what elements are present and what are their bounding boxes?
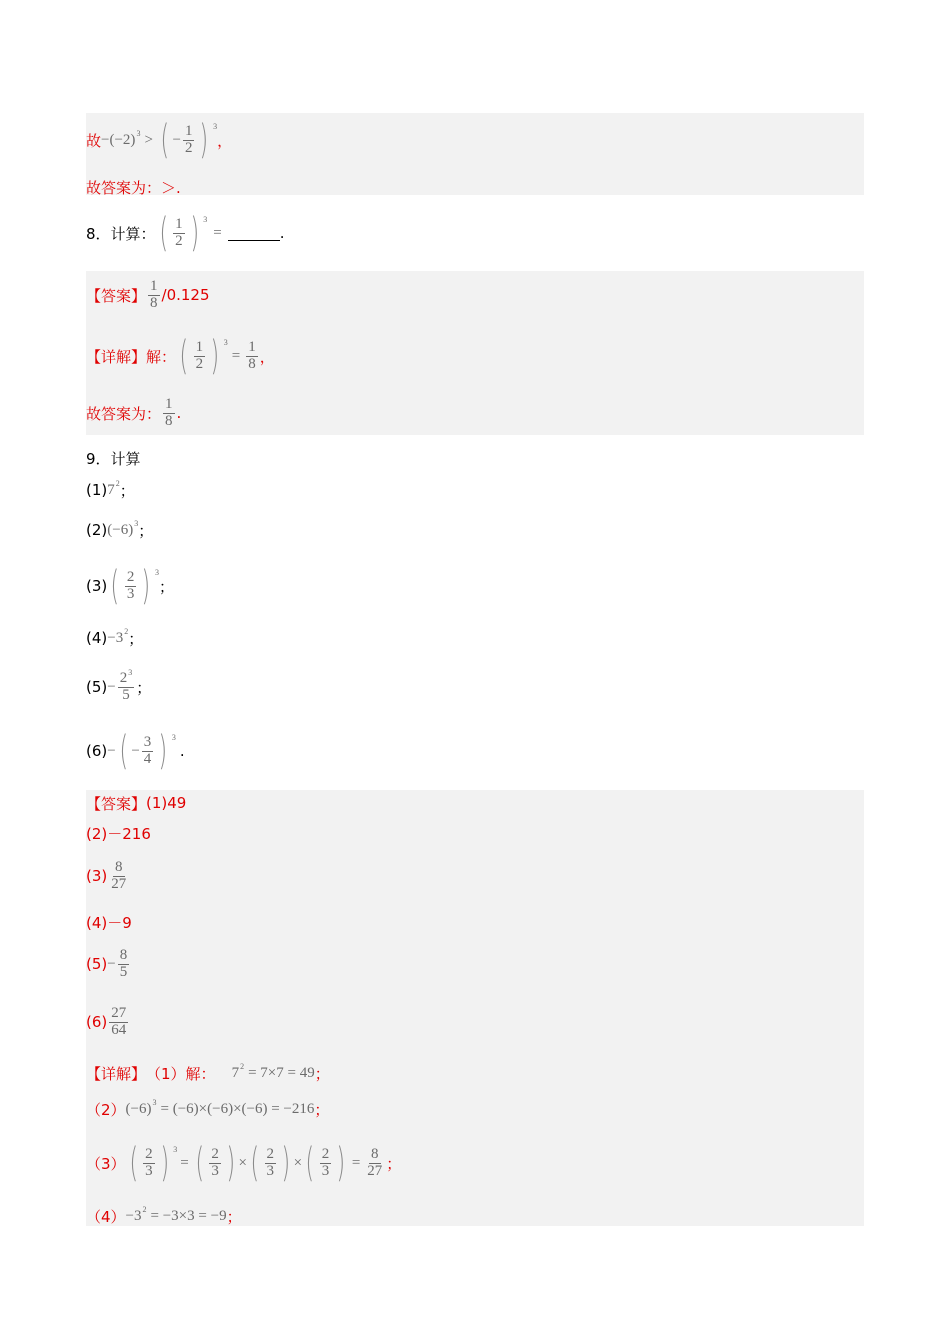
- answer-text: 故答案为：＞.: [86, 178, 181, 197]
- denominator: 8: [165, 412, 173, 429]
- numerator: 1: [150, 277, 158, 294]
- a9-answer-6: [86, 1001, 130, 1043]
- semicolon: ；: [226, 1207, 242, 1226]
- detail-prefix: 解：: [146, 347, 177, 366]
- base: (−6): [125, 1100, 152, 1117]
- item-end: ；: [158, 577, 174, 596]
- item-math: [107, 478, 120, 499]
- numerator: 27: [111, 1004, 127, 1021]
- fraction: [118, 948, 130, 981]
- right-paren: ): [281, 1140, 291, 1186]
- item-end: ；: [138, 521, 154, 540]
- lhs-expression: −(−2): [101, 131, 136, 148]
- calculation: = 7×7 = 49: [248, 1064, 315, 1081]
- item-math: [107, 518, 139, 539]
- detail-prefix: （4）: [86, 1207, 126, 1226]
- a9-detail-4: [86, 1204, 242, 1228]
- detail-prefix: （2）: [86, 1100, 126, 1119]
- question-math: [156, 210, 222, 256]
- q8-final-line: [86, 393, 181, 433]
- item-number: (3): [86, 867, 108, 885]
- exponent: 2: [115, 478, 120, 488]
- fraction: [173, 217, 185, 250]
- left-paren: (: [160, 117, 170, 163]
- minus-sign: −: [107, 678, 116, 695]
- detail-math: [125, 1097, 315, 1118]
- denominator: 4: [143, 750, 152, 767]
- q9-item-3: [86, 563, 174, 609]
- item-number: (6): [86, 1013, 108, 1031]
- item-number: (6): [86, 742, 108, 760]
- item-number: (5): [86, 678, 108, 696]
- exponent: 2: [240, 1061, 245, 1071]
- item-end: ；: [136, 678, 152, 697]
- equals-sign: =: [213, 224, 222, 241]
- fraction: [194, 340, 206, 373]
- equals-sign: =: [231, 347, 241, 364]
- calculation: = −3×3 = −9: [150, 1207, 227, 1224]
- period: .: [176, 404, 182, 422]
- right-paren: ): [158, 728, 168, 774]
- minus-sign: −: [107, 955, 116, 972]
- minus-sign: −: [131, 742, 140, 759]
- item-end: ；: [119, 481, 135, 500]
- q8-answer-line: [86, 275, 210, 315]
- exponent: 3: [134, 518, 139, 528]
- exponent: 3: [173, 1144, 178, 1154]
- fraction: [265, 1147, 277, 1180]
- numerator: 8: [115, 858, 123, 875]
- item-number: (1): [86, 481, 108, 499]
- base: 7: [231, 1064, 240, 1081]
- semicolon: ；: [314, 1100, 330, 1119]
- item-number: (4): [86, 629, 108, 647]
- denominator: 64: [111, 1021, 127, 1038]
- detail-prefix: （3）: [86, 1154, 126, 1173]
- exponent: 3: [128, 667, 133, 677]
- denominator: 27: [367, 1162, 383, 1179]
- detail-math: [176, 333, 260, 379]
- numerator: [118, 667, 135, 688]
- right-paren: ): [226, 1140, 235, 1186]
- fraction: [142, 735, 154, 768]
- left-paren: (: [129, 1140, 138, 1186]
- fraction: [109, 860, 128, 893]
- q8-question: [86, 210, 285, 256]
- item-math: [107, 667, 136, 704]
- result-2: (2)－216: [86, 824, 151, 843]
- q9-item-2: [86, 518, 153, 542]
- numerator-base: 2: [119, 669, 128, 686]
- fraction: [109, 1006, 128, 1039]
- exponent: 2: [124, 626, 129, 636]
- item-end: .: [179, 742, 185, 760]
- fraction: [148, 279, 160, 312]
- detail-math: [125, 1204, 227, 1225]
- denominator: 8: [150, 294, 158, 311]
- q7-answer-line: [86, 176, 181, 198]
- left-paren: (: [305, 1140, 315, 1186]
- item-number: (5): [86, 955, 108, 973]
- numerator: 1: [165, 395, 173, 412]
- left-paren: (: [250, 1140, 260, 1186]
- base: −3: [125, 1207, 142, 1224]
- a9-answer-2: [86, 822, 151, 844]
- result-math: [107, 1006, 130, 1039]
- minus-sign: −: [172, 131, 181, 148]
- right-paren: ): [141, 563, 151, 609]
- numerator: 8: [371, 1145, 379, 1162]
- fraction: [125, 570, 137, 603]
- left-paren: (: [179, 333, 189, 379]
- right-paren: ): [199, 117, 209, 163]
- minus-sign: −: [107, 742, 116, 759]
- left-paren: (: [195, 1140, 204, 1186]
- a9-detail-3: [86, 1139, 401, 1187]
- fraction: [320, 1147, 332, 1180]
- comma: ，: [259, 347, 275, 366]
- denominator: 3: [321, 1162, 330, 1179]
- comma: ，: [217, 131, 233, 150]
- q9-item-6: [86, 726, 185, 776]
- left-paren: (: [110, 563, 120, 609]
- q9-item-4: [86, 626, 143, 650]
- exponent: 2: [142, 1204, 147, 1214]
- exponent: 3: [171, 732, 176, 742]
- q8-detail-line: [86, 333, 275, 379]
- answer-decimal: /0.125: [161, 286, 210, 304]
- numerator: 1: [248, 338, 256, 355]
- question-label: 8．计算：: [86, 224, 156, 243]
- denominator: 2: [184, 139, 193, 156]
- answer-tag: 【答案】: [86, 286, 147, 305]
- detail-tag: 【详解】: [86, 347, 147, 366]
- item-math: [107, 563, 159, 609]
- numerator: 2: [211, 1145, 219, 1162]
- q7-conclusion-line: [86, 117, 232, 163]
- numerator: 8: [119, 946, 128, 963]
- denominator: 3: [266, 1162, 275, 1179]
- q9-title: [86, 447, 141, 469]
- semicolon: ；: [386, 1154, 402, 1173]
- right-paren: ): [210, 333, 220, 379]
- answer-math: [146, 279, 162, 312]
- exponent: 3: [203, 214, 208, 224]
- fraction: [183, 124, 195, 157]
- base: (−6): [107, 521, 134, 538]
- equals-sign: =: [180, 1154, 189, 1171]
- result-fraction: [246, 340, 258, 373]
- numerator: 3: [143, 733, 152, 750]
- numerator: 2: [321, 1145, 330, 1162]
- period: .: [279, 224, 285, 242]
- greater-than-sign: >: [144, 131, 153, 148]
- right-paren: ): [160, 1140, 169, 1186]
- denominator: 3: [211, 1162, 219, 1179]
- denominator: 8: [248, 355, 256, 372]
- numerator: 1: [175, 215, 183, 232]
- numerator: 1: [195, 338, 204, 355]
- a9-answer-3: [86, 855, 130, 897]
- item-number: (3): [86, 577, 108, 595]
- conclusion-math: [101, 117, 218, 163]
- denominator: 5: [122, 686, 130, 703]
- final-prefix: 故答案为：: [86, 404, 162, 423]
- a9-detail-2: [86, 1097, 329, 1121]
- fraction: [118, 667, 135, 704]
- fraction: [143, 1147, 155, 1180]
- a9-detail-1: [86, 1062, 330, 1084]
- detail-prefix: （1）解：: [146, 1064, 216, 1083]
- exponent: 3: [223, 337, 228, 347]
- result-4: (4)－9: [86, 913, 132, 932]
- semicolon: ；: [314, 1064, 330, 1083]
- times-sign: ×: [238, 1154, 247, 1171]
- final-math: [161, 397, 177, 430]
- equals-sign: =: [351, 1154, 361, 1171]
- denominator: 5: [119, 963, 128, 980]
- item-math: [107, 626, 129, 647]
- base: −3: [107, 629, 124, 646]
- detail-math: [231, 1061, 315, 1082]
- exponent: 3: [136, 128, 141, 138]
- a9-answer-1: [86, 792, 186, 814]
- q9-item-5: [86, 664, 151, 710]
- detail-math: [126, 1140, 387, 1186]
- detail-tag: 【详解】: [86, 1064, 147, 1083]
- fraction: [163, 397, 175, 430]
- conclusion-prefix: 故: [86, 131, 102, 150]
- a9-answer-4: [86, 911, 132, 933]
- answer-tag: 【答案】: [86, 794, 147, 813]
- denominator: 3: [126, 585, 135, 602]
- right-paren: ): [190, 210, 199, 256]
- denominator: 3: [145, 1162, 153, 1179]
- item-math: [107, 728, 176, 774]
- exponent: 3: [213, 121, 218, 131]
- result-1: (1)49: [146, 794, 187, 812]
- denominator: 2: [195, 355, 204, 372]
- answer-blank: [228, 226, 280, 241]
- right-paren: ): [336, 1140, 346, 1186]
- numerator: 1: [184, 122, 193, 139]
- numerator: 2: [126, 568, 135, 585]
- times-sign: ×: [293, 1154, 303, 1171]
- a9-answer-5: [86, 943, 131, 985]
- item-end: ；: [128, 629, 144, 648]
- exponent: 3: [152, 1097, 157, 1107]
- item-number: (2): [86, 521, 108, 539]
- numerator: 2: [145, 1145, 153, 1162]
- result-math: [107, 948, 131, 981]
- denominator: 27: [111, 875, 127, 892]
- q9-item-1: [86, 478, 135, 502]
- calculation: = (−6)×(−6)×(−6) = −216: [160, 1100, 315, 1117]
- left-paren: (: [159, 210, 168, 256]
- result-math: [107, 860, 130, 893]
- fraction: [209, 1147, 221, 1180]
- numerator: 2: [266, 1145, 275, 1162]
- left-paren: (: [119, 728, 128, 774]
- result-fraction: [365, 1147, 384, 1180]
- exponent: 3: [154, 567, 159, 577]
- base: 7: [107, 481, 115, 498]
- denominator: 2: [175, 232, 183, 249]
- question-label: 9．计算: [86, 449, 141, 468]
